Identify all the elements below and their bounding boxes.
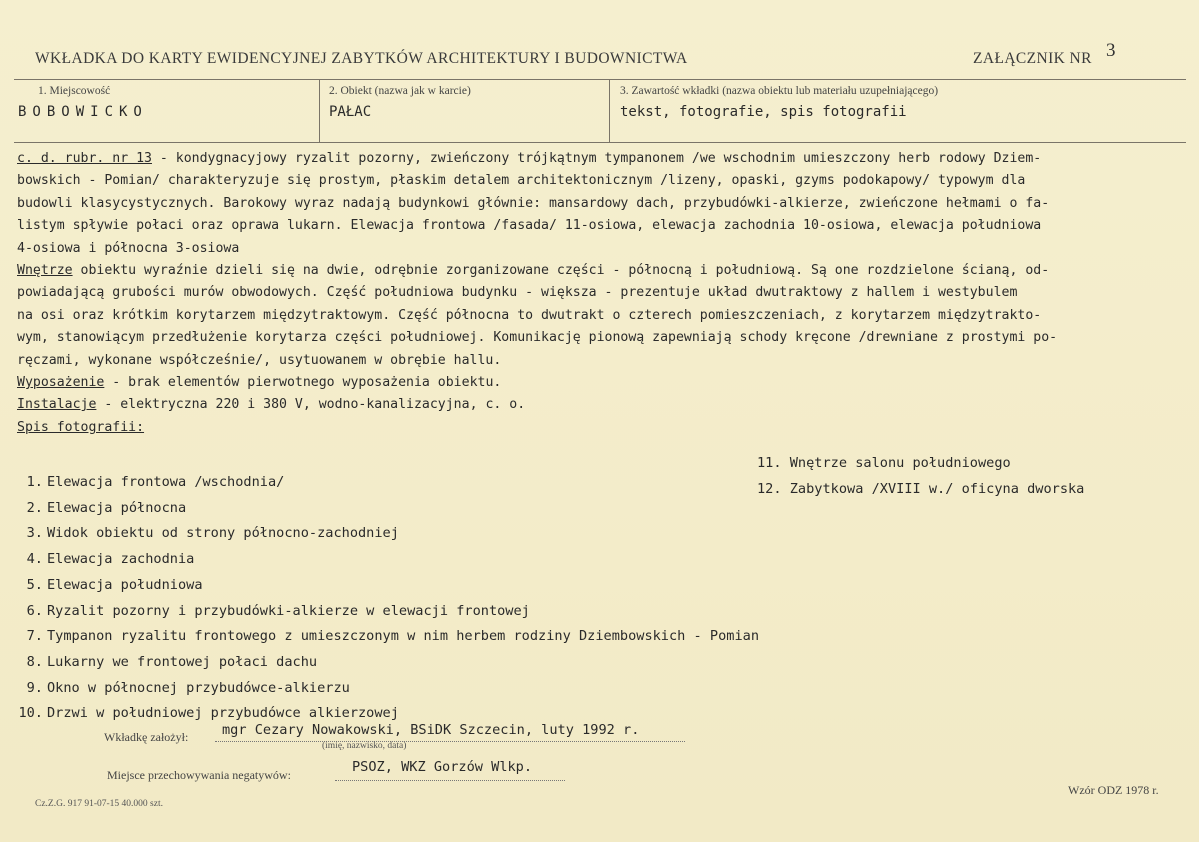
text-line: bowskich - Pomian/ charakteryzuje się prostym, płaskim detalem architektonicznym /lizeny, opaski, gzyms podokapowy/ typowym dla (17, 173, 1026, 189)
storage-value: PSOZ, WKZ Gorzów Wlkp. (352, 759, 533, 775)
text-line: 4-osiowa i północna 3-osiowa (17, 240, 240, 256)
text-line (17, 417, 1187, 439)
item-number: 9. (26, 679, 43, 696)
text-line: budowli klasycystycznych. Barokowy wyraz nadają budynkowi głównie: mansardowy dach, przybudówki-alkierze, zwieńczone hełmami o fa- (17, 195, 1050, 211)
text-segment: obiektu wyraźnie dzieli się na dwie, odrębnie zorganizowane części - północną i południową. Są one rozdzielone ścianą, od- (72, 263, 1050, 279)
item-text: Widok obiektu od strony północno-zachodniej (47, 525, 399, 542)
equipment-heading: Wyposażenie (17, 375, 105, 391)
content-label: 3. Zawartość wkładki (nazwa obiektu lub materiału uzupełniającego) (620, 85, 939, 97)
list-item (17, 496, 759, 522)
text-line (17, 260, 1187, 282)
item-text: Ryzalit pozorny i przybudówki-alkierze w elewacji frontowej (47, 602, 530, 619)
item-text: Elewacja północna (47, 499, 187, 516)
table-divider-1 (319, 79, 320, 142)
print-code: Cz.Z.G. 917 91-07-15 40.000 szt. (35, 799, 163, 809)
place-value: BOBOWICKO (18, 104, 148, 120)
text-segment: - kondygnacyjowy ryzalit pozorny, zwieńczony trójkątnym tympanonem /we wschodnim umieszczony herb rodowy Dziem- (151, 151, 1042, 166)
item-number: 8. (26, 653, 43, 670)
table-bottom-border (14, 142, 1186, 143)
item-text: Lukarny we frontowej połaci dachu (47, 653, 318, 670)
author-hint: (imię, nazwisko, data) (322, 741, 407, 751)
table-top-border (14, 79, 1186, 80)
text-line (17, 372, 1187, 394)
list-item (17, 470, 759, 496)
item-text: Elewacja południowa (47, 576, 203, 593)
item-text: Okno w północnej przybudówce-alkierzu (47, 679, 350, 696)
item-number: 2. (26, 499, 43, 516)
text-line: na osi oraz krótkim korytarzem międzytraktowym. Część północna to dwutrakt o czterech pomieszczeniach, z korytarzem międzytrakto- (17, 307, 1042, 323)
interior-heading: Wnętrze (17, 263, 73, 279)
object-label: 2. Obiekt (nazwa jak w karcie) (329, 85, 471, 97)
annex-number: 3 (1106, 40, 1116, 61)
photo-list-heading: Spis fotografii: (17, 419, 145, 435)
item-number: 6. (26, 602, 43, 619)
author-value: mgr Cezary Nowakowski, BSiDK Szczecin, luty 1992 r. (222, 722, 640, 738)
section-ref: c. d. rubr. nr 13 (17, 151, 152, 166)
item-number: 4. (26, 551, 43, 568)
list-item (17, 624, 759, 650)
list-item (17, 599, 759, 625)
item-text: Tympanon ryzalitu frontowego z umieszczonym w nim herbem rodziny Dziembowskich - Pomian (47, 628, 760, 645)
list-item (17, 676, 759, 702)
item-number: 7. (26, 628, 43, 645)
item-number: 5. (26, 576, 43, 593)
list-item (17, 650, 759, 676)
text-line: powiadającą grubości murów obwodowych. Część południowa budynku - większa - prezentuje układ dwutraktowy z hallem i westybulem (17, 285, 1018, 301)
list-item (17, 573, 759, 599)
text-line: listym spływie połaci oraz oprawa lukarn. Elewacja frontowa /fasada/ 11-osiowa, elewacja zachodnia 10-osiowa, elewacja południowa (17, 218, 1042, 234)
text-segment: - elektryczna 220 i 380 V, wodno-kanalizacyjna, c. o. (96, 397, 526, 413)
photo-list-left (17, 470, 759, 727)
text-line (17, 148, 1187, 170)
table-divider-2 (609, 79, 610, 142)
installations-heading: Instalacje (17, 397, 97, 413)
place-label: 1. Miejscowość (38, 85, 111, 97)
photo-list-right (757, 451, 1084, 502)
text-line (17, 394, 1187, 416)
text-line: ręczami, wykonane współcześnie/, usytuowanem w obrębie hallu. (17, 352, 502, 368)
form-title: WKŁADKA DO KARTY EWIDENCYJNEJ ZABYTKÓW ARCHITEKTURY I BUDOWNICTWA (35, 50, 688, 67)
item-text: Drzwi w południowej przybudówce alkierzowej (47, 705, 399, 722)
author-dotted-line (215, 741, 685, 742)
storage-label: Miejsce przechowywania negatywów: (107, 768, 291, 782)
form-model: Wzór ODZ 1978 r. (1068, 783, 1159, 797)
storage-dotted-line (335, 780, 565, 781)
item-number: 3. (26, 525, 43, 542)
content-value: tekst, fotografie, spis fotografii (620, 104, 907, 120)
list-item: 11. Wnętrze salonu południowego (757, 455, 1011, 471)
list-item: 12. Zabytkowa /XVIII w./ oficyna dworska (757, 480, 1085, 497)
object-value: PAŁAC (329, 104, 372, 120)
description-text (17, 148, 1187, 439)
item-text: Elewacja zachodnia (47, 551, 195, 568)
list-item (17, 521, 759, 547)
item-number: 10. (18, 705, 43, 722)
annex-label: ZAŁĄCZNIK NR (973, 50, 1092, 67)
author-label: Wkładkę założył: (104, 730, 189, 744)
text-segment: - brak elementów pierwotnego wyposażenia obiektu. (104, 375, 502, 391)
text-line: wym, stanowiącym przedłużenie korytarza części południowej. Komunikację pionową zapewniają schody kręcone /drewniane z prostymi po- (17, 330, 1058, 346)
item-number: 1. (26, 474, 43, 490)
item-text: Elewacja frontowa /wschodnia/ (47, 474, 285, 490)
list-item (17, 547, 759, 573)
